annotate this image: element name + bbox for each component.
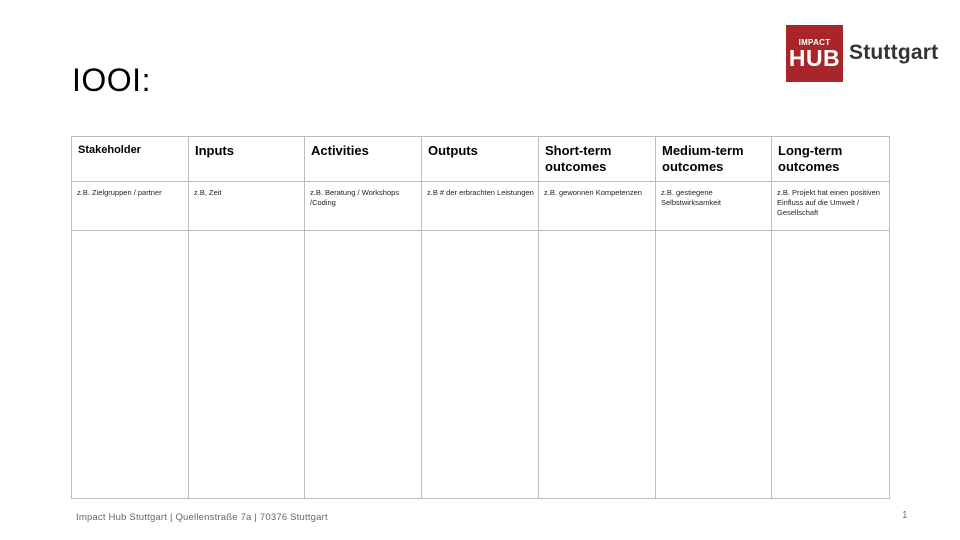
header-cell-stakeholder [72,137,189,182]
header-cell-inputs [189,137,305,182]
example-cell[interactable] [772,182,890,231]
table-header-row [72,137,890,182]
example-cell[interactable] [189,182,305,231]
logo-city-text: Stuttgart [849,41,939,64]
slide-title: IOOI: [72,62,151,98]
header-label: Stakeholder [78,144,141,156]
input-cell-long-term[interactable] [772,231,890,499]
header-cell-activities [305,137,422,182]
example-text: z.B. Zielgruppen / partner [77,188,162,197]
header-label: Long-term outcomes [778,143,843,174]
example-text: z.B. gewonnen Kompetenzen [544,188,642,197]
input-cell-outputs[interactable] [422,231,539,499]
header-cell-medium-term [656,137,772,182]
example-cell[interactable] [422,182,539,231]
header-label: Inputs [195,143,234,158]
footer-address: Impact Hub Stuttgart | Quellenstraße 7a | 70376 Stuttgart [76,512,328,523]
input-cell-short-term[interactable] [539,231,656,499]
example-cell[interactable] [72,182,189,231]
header-label: Activities [311,143,369,158]
example-cell[interactable] [305,182,422,231]
header-cell-outputs [422,137,539,182]
input-cell-inputs[interactable] [189,231,305,499]
header-label: Outputs [428,143,478,158]
example-text: z.B. Beratung / Workshops /Coding [310,188,400,207]
impact-hub-logo [786,24,938,82]
input-cell-stakeholder[interactable] [72,231,189,499]
example-cell[interactable] [539,182,656,231]
example-cell[interactable] [656,182,772,231]
input-cell-medium-term[interactable] [656,231,772,499]
example-text: z.B. Projekt hat einen positiven Einfluss auf die Umwelt / Gesellschaft [777,188,880,217]
page-number: 1 [902,510,908,521]
header-label: Medium-term outcomes [662,143,744,174]
table-example-row [72,182,890,231]
logo-big-text: HUB [788,45,841,71]
logo-badge [786,25,843,82]
example-text: z.B. gestiegene Selbstwirksamkeit [661,188,722,207]
example-text: z.B # der erbrachten Leistungen [427,188,534,197]
table-input-row [72,231,890,499]
header-label: Short-term outcomes [545,143,612,174]
header-cell-long-term [772,137,890,182]
example-text: z.B, Zeit [194,188,222,197]
logo-small-text: IMPACT [798,38,831,47]
iooi-table [71,136,890,499]
header-cell-short-term [539,137,656,182]
input-cell-activities[interactable] [305,231,422,499]
